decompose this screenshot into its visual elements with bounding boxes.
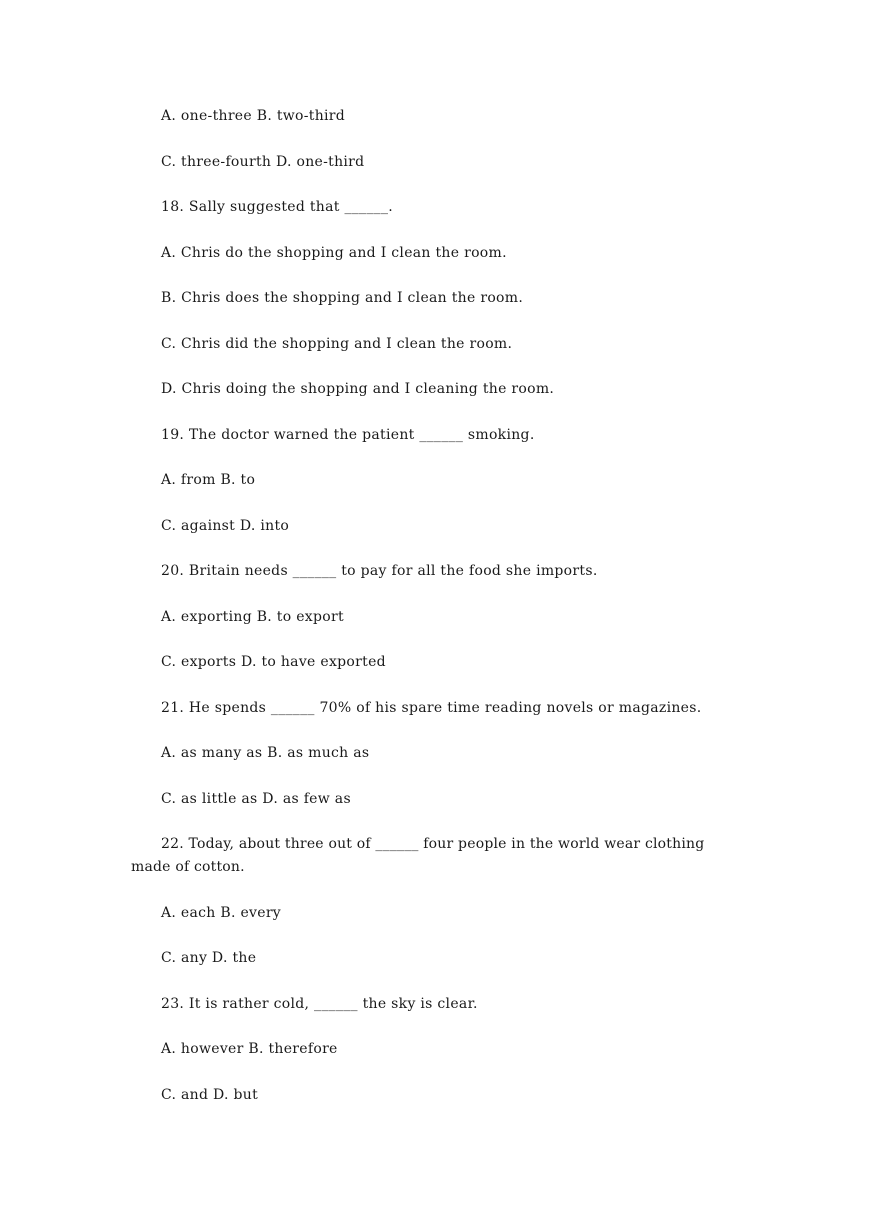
q18-option-a: A. Chris do the shopping and I clean the room. (161, 245, 507, 261)
q18-option-c: C. Chris did the shopping and I clean the room. (161, 336, 513, 352)
q23-options-ab: A. however B. therefore (161, 1041, 338, 1057)
q18-option-b: B. Chris does the shopping and I clean the room. (161, 290, 524, 306)
q19-question: 19. The doctor warned the patient ______ smoking. (161, 427, 535, 443)
q23-options-cd: C. and D. but (161, 1087, 259, 1103)
q22-options-ab: A. each B. every (161, 905, 282, 921)
q20-options-cd: C. exports D. to have exported (161, 654, 386, 670)
q21-question: 21. He spends ______ 70% of his spare time reading novels or magazines. (161, 700, 702, 716)
q18-question: 18. Sally suggested that ______. (161, 199, 393, 215)
q20-options-ab: A. exporting B. to export (161, 609, 344, 625)
q19-options-cd: C. against D. into (161, 518, 290, 534)
q23-question: 23. It is rather cold, ______ the sky is clear. (161, 996, 478, 1012)
q21-options-ab: A. as many as B. as much as (161, 745, 370, 761)
q17-options-ab: A. one-three B. two-third (161, 108, 346, 124)
q21-options-cd: C. as little as D. as few as (161, 791, 351, 807)
q19-options-ab: A. from B. to (161, 472, 256, 488)
q20-question: 20. Britain needs ______ to pay for all the food she imports. (161, 563, 598, 579)
q22-question: 22. Today, about three out of ______ four people in the world wear clothing made of cotton. (131, 836, 705, 875)
q22-options-cd: C. any D. the (161, 950, 257, 966)
q18-option-d: D. Chris doing the shopping and I cleaning the room. (161, 381, 555, 397)
q17-options-cd: C. three-fourth D. one-third (161, 154, 365, 170)
